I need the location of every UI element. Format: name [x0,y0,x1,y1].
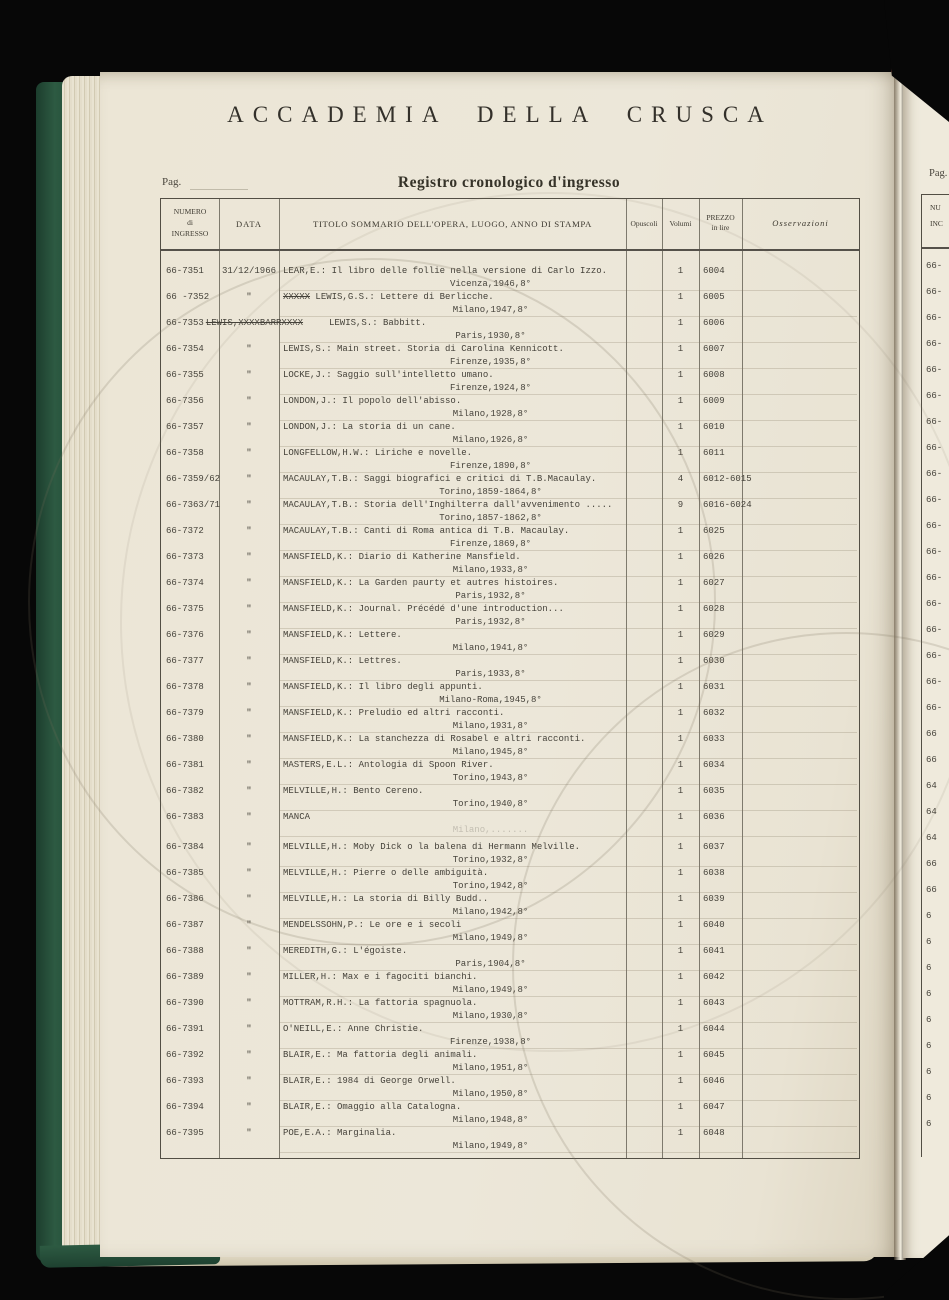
page-subheader [160,174,858,194]
cell-data: " [246,474,252,484]
cell-data: " [246,920,252,930]
cell-numero: 66-7387 [166,920,204,930]
next-page-row-fragment: 6 [926,1041,932,1051]
cell-data: " [246,708,252,718]
cell-luogo-anno: Firenze,1890,8° [449,461,531,471]
cell-volumi: 1 [677,630,684,640]
cell-titolo: MELVILLE,H.: Bento Cereno. [283,786,424,796]
cell-numero: 66-7373 [166,552,204,562]
cell-data: " [246,422,252,432]
next-page-row-fragment: 66- [926,391,943,401]
cell-volumi: 1 [677,396,684,406]
table-row [161,681,859,707]
row-rule [279,1152,857,1153]
cell-luogo-anno: Firenze,1924,8° [449,383,531,393]
cell-titolo: LONDON,J.: La storia di un cane. [283,422,456,432]
register-page [100,72,900,1257]
next-page-header-fragment: NU [930,203,941,212]
cell-data: 31/12/1966 [221,266,276,276]
cell-luogo-anno: Milano,1926,8° [452,435,529,445]
table-row [161,811,859,837]
table-row [161,1023,859,1049]
cell-data: " [246,786,252,796]
cell-luogo-anno: Milano,1945,8° [452,747,529,757]
cell-volumi: 1 [677,422,684,432]
cell-volumi: 1 [677,604,684,614]
header-osservazioni: Osservazioni [772,218,829,228]
cell-titolo: BLAIR,E.: Omaggio alla Catalogna. [283,1102,462,1112]
cell-luogo-anno: Milano,1949,8° [452,985,529,995]
table-row [161,421,859,447]
next-page-row-fragment: 66- [926,339,943,349]
cell-luogo-anno: Milano,1942,8° [452,907,529,917]
cell-titolo: MANSFIELD,K.: La Garden paurty et autres histoires. [283,578,559,588]
header-titolo: TITOLO SOMMARIO DELL'OPERA, LUOGO, ANNO DI STAMPA [312,219,593,229]
cell-volumi: 1 [677,1128,684,1138]
cell-prezzo: 6027 [703,578,725,588]
cell-luogo-anno: Firenze,1869,8° [449,539,531,549]
cell-numero: 66-7390 [166,998,204,1008]
cell-luogo-anno: Milano,1941,8° [452,643,529,653]
table-row [161,1075,859,1101]
next-page-row-fragment: 66- [926,443,943,453]
cell-titolo: MANSFIELD,K.: Il libro degli appunti. [283,682,483,692]
cell-data: " [246,1024,252,1034]
next-page-row-fragment: 66- [926,573,943,583]
next-page-row-fragment: 66- [926,651,943,661]
next-page-row-fragment: 66- [926,495,943,505]
cell-volumi: 1 [677,1024,684,1034]
cell-luogo-anno: Milano,1950,8° [452,1089,529,1099]
cell-numero: 66-7353 LEWIS,XXXXBARRXXXX [166,318,304,328]
cell-prezzo: 6012-6015 [703,474,752,484]
cell-volumi: 1 [677,656,684,666]
cell-data: " [246,1128,252,1138]
cell-data: " [246,842,252,852]
table-row [161,867,859,893]
cell-titolo: MELVILLE,H.: Pierre o delle ambiguità. [283,868,489,878]
cell-volumi: 1 [677,708,684,718]
cell-data: " [246,578,252,588]
next-page-table-edge [921,194,949,1157]
next-page-header-fragment: INC [930,219,943,228]
cell-numero: 66-7374 [166,578,204,588]
next-page-row-fragment: 66- [926,261,943,271]
cell-luogo-anno: Milano,1930,8° [452,1011,529,1021]
cell-prezzo: 6005 [703,292,725,302]
cell-volumi: 1 [677,842,684,852]
cell-volumi: 1 [677,868,684,878]
cell-prezzo: 6045 [703,1050,725,1060]
cell-prezzo: 6031 [703,682,725,692]
cell-data: " [246,604,252,614]
cell-luogo-anno: Milano,1948,8° [452,1115,529,1125]
cell-titolo: MENDELSSOHN,P.: Le ore e i secoli [283,920,462,930]
cell-numero: 66-7380 [166,734,204,744]
next-page-row-fragment: 66 [926,729,937,739]
cell-prezzo: 6044 [703,1024,725,1034]
next-page-row-fragment: 66- [926,625,943,635]
cell-prezzo: 6030 [703,656,725,666]
cell-prezzo: 6048 [703,1128,725,1138]
cell-data: " [246,448,252,458]
cell-data: " [246,760,252,770]
table-row [161,473,859,499]
cell-data: " [246,734,252,744]
table-row [161,603,859,629]
cell-volumi: 1 [677,1076,684,1086]
table-row [161,759,859,785]
cell-numero: 66-7384 [166,842,204,852]
table-row [161,551,859,577]
cell-numero: 66-7376 [166,630,204,640]
cell-titolo: MELVILLE,H.: Moby Dick o la balena di Hermann Melville. [283,842,581,852]
header-opuscoli: Opuscoli [630,219,658,228]
next-page-row-fragment: 6 [926,989,932,999]
table-row [161,733,859,759]
cell-luogo-anno: Milano,1931,8° [452,721,529,731]
cell-luogo-anno: Paris,1930,8° [455,331,526,341]
next-page-row-fragment: 66- [926,547,943,557]
cell-volumi: 1 [677,266,684,276]
next-page-row-fragment: 6 [926,937,932,947]
cell-volumi: 4 [677,474,684,484]
cell-prezzo: 6043 [703,998,725,1008]
cell-luogo-anno: Milano,1947,8° [452,305,529,315]
cell-volumi: 1 [677,318,684,328]
next-page-row-fragment: 6 [926,1119,932,1129]
cell-numero: 66-7372 [166,526,204,536]
next-page-row-fragment: 66 [926,885,937,895]
cell-luogo-anno: Torino,1859-1864,8° [439,487,542,497]
cell-titolo: XXXXX LEWIS,G.S.: Lettere di Berlicche. [283,292,494,302]
cell-titolo: MANSFIELD,K.: Preludio ed altri racconti. [283,708,505,718]
cell-volumi: 1 [677,578,684,588]
table-row [161,499,859,525]
table-row [161,785,859,811]
cell-data: " [246,1076,252,1086]
table-row [161,707,859,733]
table-row [161,265,859,291]
cell-numero: 66-7375 [166,604,204,614]
cell-luogo-anno: Torino,1932,8° [452,855,529,865]
cell-numero: 66-7395 [166,1128,204,1138]
cell-numero: 66-7392 [166,1050,204,1060]
cell-titolo: LONDON,J.: Il popolo dell'abisso. [283,396,462,406]
table-row [161,369,859,395]
cell-luogo-anno: Milano-Roma,1945,8° [439,695,542,705]
cell-numero: 66-7351 [166,266,204,276]
next-page-header-rule [922,247,949,249]
cell-titolo: LEAR,E.: Il libro delle follie nella versione di Carlo Izzo. [283,266,608,276]
cell-data: " [246,630,252,640]
cell-data: " [246,998,252,1008]
cell-prezzo: 6026 [703,552,725,562]
next-page-row-fragment: 6 [926,1015,932,1025]
cell-titolo: LOCKE,J.: Saggio sull'intelletto umano. [283,370,494,380]
table-row [161,893,859,919]
cell-titolo: MANCA [283,812,311,822]
cell-volumi: 1 [677,370,684,380]
table-header [161,199,859,251]
cell-titolo: BLAIR,E.: 1984 di George Orwell. [283,1076,456,1086]
cell-volumi: 1 [677,972,684,982]
table-row [161,1127,859,1153]
cell-luogo-anno: Milano,1928,8° [452,409,529,419]
cell-prezzo: 6008 [703,370,725,380]
header-prezzo: PREZZO in lire [706,213,735,232]
cell-luogo-anno: Torino,1942,8° [452,881,529,891]
cell-prezzo: 6047 [703,1102,725,1112]
cell-luogo-anno: Milano,1951,8° [452,1063,529,1073]
cell-volumi: 1 [677,786,684,796]
next-page-row-fragment: 6 [926,911,932,921]
cell-numero: 66-7379 [166,708,204,718]
next-page-row-fragments [926,261,949,1145]
cell-data: " [246,552,252,562]
cell-luogo-anno: Paris,1932,8° [455,617,526,627]
cell-data: " [246,526,252,536]
table-row [161,291,859,317]
table-row [161,343,859,369]
cell-prezzo: 6006 [703,318,725,328]
cell-volumi: 1 [677,448,684,458]
cell-numero: 66-7357 [166,422,204,432]
cell-luogo-anno: Firenze,1935,8° [449,357,531,367]
cell-data: " [246,894,252,904]
cell-numero: 66-7393 [166,1076,204,1086]
header-data: DATA [236,219,262,229]
cell-numero: 66-7355 [166,370,204,380]
next-page-row-fragment: 64 [926,833,937,843]
cell-luogo-anno: Paris,1932,8° [455,591,526,601]
row-rule [279,836,857,837]
next-page-row-fragment: 66- [926,313,943,323]
next-page-row-fragment: 66- [926,703,943,713]
next-page-row-fragment: 66- [926,287,943,297]
cell-prezzo: 6046 [703,1076,725,1086]
cell-prezzo: 6025 [703,526,725,536]
next-page-row-fragment: 6 [926,1093,932,1103]
cell-volumi: 1 [677,894,684,904]
cell-numero: 66-7383 [166,812,204,822]
cell-prezzo: 6016-6024 [703,500,752,510]
cell-numero: 66-7354 [166,344,204,354]
cell-luogo-anno: Paris,1933,8° [455,669,526,679]
cell-prezzo: 6036 [703,812,725,822]
table-row [161,655,859,681]
table-row [161,971,859,997]
cell-numero: 66-7389 [166,972,204,982]
cell-luogo-anno: Paris,1904,8° [455,959,526,969]
cell-luogo-anno: Torino,1940,8° [452,799,529,809]
next-page-row-fragment: 66- [926,469,943,479]
cell-data: " [246,812,252,822]
pag-label: Pag. [162,176,182,188]
register-rows [161,251,859,1153]
cell-titolo: MANSFIELD,K.: Journal. Précédé d'une introduction... [283,604,564,614]
cell-numero: 66-7358 [166,448,204,458]
next-page-row-fragment: 64 [926,807,937,817]
next-page-row-fragment: 66- [926,599,943,609]
cell-titolo: MANSFIELD,K.: Diario di Katherine Mansfield. [283,552,521,562]
cell-volumi: 1 [677,526,684,536]
cell-data: " [246,396,252,406]
next-page-sliver [903,70,949,1258]
cell-volumi: 1 [677,344,684,354]
cell-luogo-anno: Milano,1949,8° [452,933,529,943]
next-page-row-fragment: 66- [926,677,943,687]
cell-data: " [246,868,252,878]
cell-titolo: MACAULAY,T.B.: Saggi biografici e critici di T.B.Macaulay. [283,474,597,484]
cell-data: " [246,972,252,982]
cell-prezzo: 6011 [703,448,725,458]
cell-numero: 66-7382 [166,786,204,796]
cell-titolo: BLAIR,E.: Ma fattoria degli animali. [283,1050,478,1060]
cell-titolo: MOTTRAM,R.H.: La fattoria spagnuola. [283,998,478,1008]
next-page-row-fragment: 66- [926,417,943,427]
cell-numero: 66-7377 [166,656,204,666]
cell-volumi: 1 [677,946,684,956]
cell-volumi: 9 [677,500,684,510]
cell-titolo: MANSFIELD,K.: Lettere. [283,630,402,640]
cell-prezzo: 6035 [703,786,725,796]
cell-numero: 66-7391 [166,1024,204,1034]
cell-volumi: 1 [677,1050,684,1060]
cell-titolo: MELVILLE,H.: La storia di Billy Budd.. [283,894,489,904]
cell-volumi: 1 [677,552,684,562]
cell-titolo: MANSFIELD,K.: La stanchezza di Rosabel e altri racconti. [283,734,586,744]
cell-numero: 66 -7352 [166,292,210,302]
cell-volumi: 1 [677,734,684,744]
cell-luogo-anno: Milano,1949,8° [452,1141,529,1151]
cell-prezzo: 6037 [703,842,725,852]
cell-titolo: MEREDITH,G.: L'égoiste. [283,946,408,956]
cell-data: " [246,1102,252,1112]
page-title: ACCADEMIA DELLA CRUSCA [227,102,773,127]
table-row [161,317,859,343]
table-row [161,629,859,655]
cell-titolo: MANSFIELD,K.: Lettres. [283,656,402,666]
table-row [161,447,859,473]
cell-numero: 66-7363/71 [166,500,221,510]
cell-prezzo: 6040 [703,920,725,930]
cell-data: " [246,500,252,510]
cell-prezzo: 6004 [703,266,725,276]
cell-luogo-anno: Vicenza,1946,8° [449,279,531,289]
cell-numero: 66-7356 [166,396,204,406]
table-row [161,1049,859,1075]
cell-titolo: LONGFELLOW,H.W.: Liriche e novelle. [283,448,473,458]
cell-data: " [246,946,252,956]
cell-volumi: 1 [677,812,684,822]
cell-data: " [246,1050,252,1060]
cell-numero: 66-7394 [166,1102,204,1112]
cell-numero: 66-7359/62 [166,474,221,484]
cell-prezzo: 6039 [703,894,725,904]
cell-titolo: MILLER,H.: Max e i fagociti bianchi. [283,972,478,982]
cell-titolo: LEWIS,S.: Main street. Storia di Carolina Kennicott. [283,344,564,354]
next-page-row-fragment: 66- [926,365,943,375]
table-row [161,841,859,867]
cell-titolo: POE,E.A.: Marginalia. [283,1128,397,1138]
table-row [161,945,859,971]
table-row [161,577,859,603]
next-page-pag-label: Pag. [929,168,948,179]
table-row [161,997,859,1023]
cell-titolo: MASTERS,E.L.: Antologia di Spoon River. [283,760,494,770]
register-title: Registro cronologico d'ingresso [397,174,621,191]
cell-luogo-anno: Torino,1943,8° [452,773,529,783]
cell-prezzo: 6038 [703,868,725,878]
next-page-row-fragment: 66- [926,521,943,531]
cell-prezzo: 6033 [703,734,725,744]
cell-prezzo: 6041 [703,946,725,956]
cell-luogo-anno: Firenze,1938,8° [449,1037,531,1047]
next-page-row-fragment: 66 [926,755,937,765]
table-row [161,525,859,551]
next-page-row-fragment: 64 [926,781,937,791]
table-row [161,919,859,945]
cell-volumi: 1 [677,920,684,930]
header-numero: NUMERO di INGRESSO [171,207,209,238]
cell-prezzo: 6032 [703,708,725,718]
table-row [161,395,859,421]
cell-luogo-anno: Torino,1857-1862,8° [439,513,542,523]
next-page-row-fragment: 6 [926,963,932,973]
cell-numero: 66-7386 [166,894,204,904]
register-table [160,198,860,1159]
cell-luogo-anno: Milano,1933,8° [452,565,529,575]
cell-prezzo: 6010 [703,422,725,432]
cell-titolo: MACAULAY,T.B.: Storia dell'Inghilterra dall'avvenimento ..... [283,500,613,510]
cell-titolo: O'NEILL,E.: Anne Christie. [283,1024,424,1034]
cell-prezzo: 6029 [703,630,725,640]
next-page-row-fragment: 66 [926,859,937,869]
cell-prezzo: 6042 [703,972,725,982]
cell-data: " [246,682,252,692]
cell-volumi: 1 [677,760,684,770]
cell-volumi: 1 [677,998,684,1008]
cell-data: " [246,656,252,666]
cell-numero: 66-7378 [166,682,204,692]
cell-data: " [246,370,252,380]
cell-luogo-anno: Milano,....... [452,825,529,835]
header-volumi: Volumi [669,219,692,228]
cell-volumi: 1 [677,1102,684,1112]
cell-volumi: 1 [677,292,684,302]
cell-numero: 66-7385 [166,868,204,878]
cell-data: " [246,292,252,302]
cell-numero: 66-7388 [166,946,204,956]
cell-numero: 66-7381 [166,760,204,770]
cell-prezzo: 6034 [703,760,725,770]
table-row [161,1101,859,1127]
cell-titolo: MACAULAY,T.B.: Canti di Roma antica di T.B. Macaulay. [283,526,570,536]
cell-data: " [246,344,252,354]
cell-prezzo: 6009 [703,396,725,406]
cell-prezzo: 6028 [703,604,725,614]
cell-prezzo: 6007 [703,344,725,354]
cell-titolo: LEWIS,S.: Babbitt. [329,318,427,328]
next-page-row-fragment: 6 [926,1067,932,1077]
cell-volumi: 1 [677,682,684,692]
